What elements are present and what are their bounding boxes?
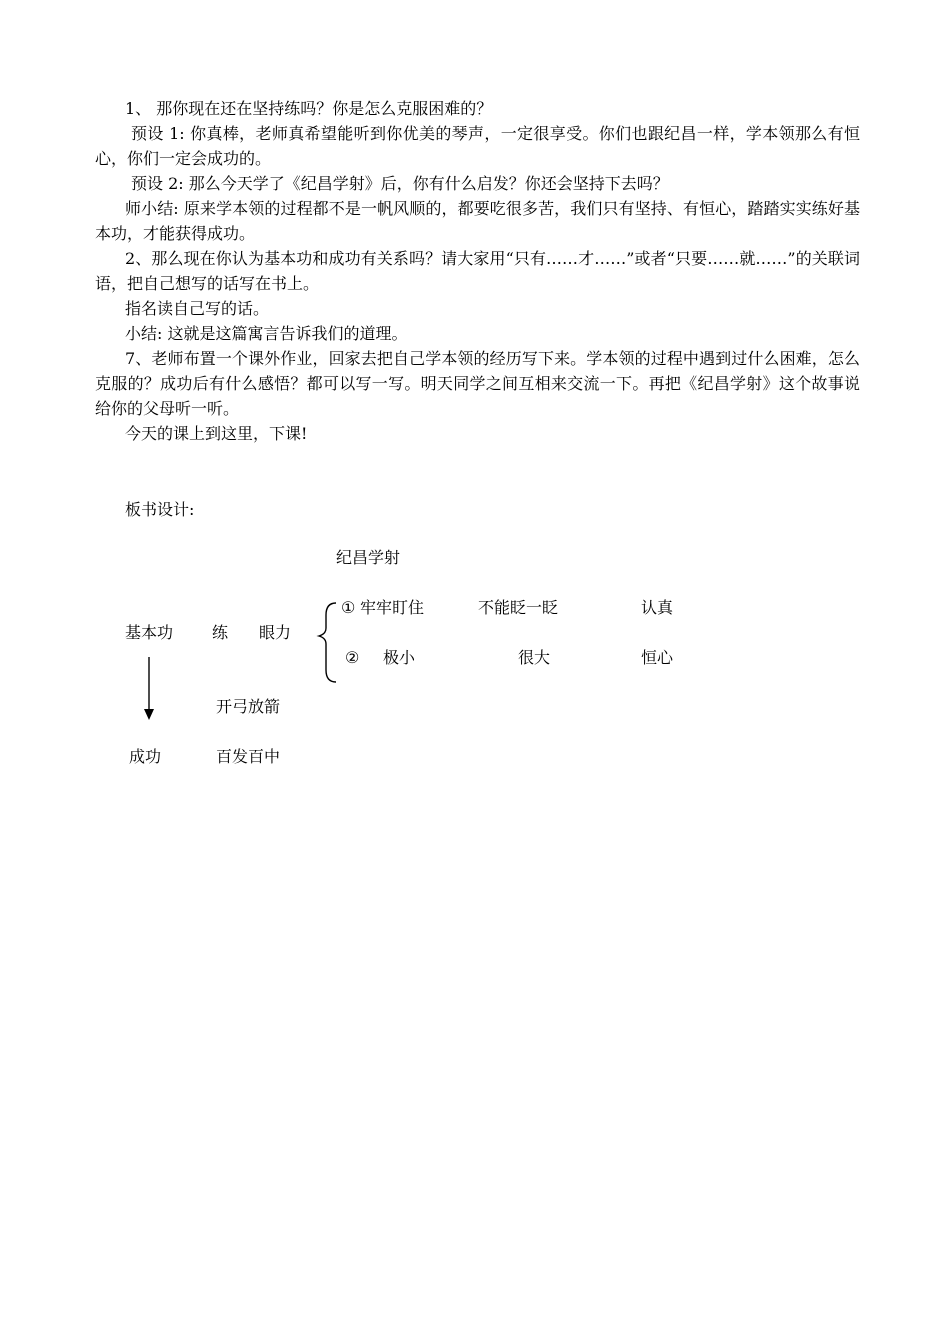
board-bullseye: 百发百中 [216,747,281,766]
paragraph: 7、老师布置一个课外作业，回家去把自己学本领的经历写下来。学本领的过程中遇到过什么困难，怎么克服的？成功后有什么感悟？都可以写一写。明天同学之间互相来交流一下。再把《纪昌学射》这个故事说给你的父母听一听。 [95,349,860,418]
paragraph: 指名读自己写的话。 [125,299,270,318]
paragraph: 师小结: 原来学本领的过程都不是一帆风顺的，都要吃很多苦，我们只有坚持、有恒心，踏踏实实练好基本功，才能获得成功。 [95,199,860,243]
paragraph: 2、那么现在你认为基本功和成功有关系吗？请大家用“只有……才……”或者“只要……就……”的关联词语，把自己想写的话写在书上。 [95,249,860,293]
curly-brace [319,603,336,682]
paragraph: 小结: 这就是这篇寓言告诉我们的道理。 [125,324,408,343]
board-bow: 开弓放箭 [216,697,281,716]
board-design-heading: 板书设计: [125,500,195,519]
board-success: 成功 [129,747,162,766]
board-row1-a: 牢牢盯住 [360,598,425,617]
board-basic-skill: 基本功 [125,623,174,642]
board-practice: 练 [212,623,229,642]
board-row2-c: 恒心 [641,648,674,667]
paragraph: 预设 1: 你真棒，老师真希望能听到你优美的琴声，一定很享受。你们也跟纪昌一样，学本领那么有恒心，你们一定会成功的。 [95,124,860,168]
paragraph: 今天的课上到这里，下课! [125,424,308,443]
board-row2-number: ② [345,648,360,667]
down-arrow-head [144,709,154,720]
paragraph: 预设 2: 那么今天学了《纪昌学射》后，你有什么启发？你还会坚持下去吗？ [131,174,669,193]
board-row1-b: 不能眨一眨 [478,598,559,617]
board-eyesight: 眼力 [259,623,292,642]
board-row2-a: 极小 [383,648,416,667]
board-title: 纪昌学射 [336,548,401,567]
board-row1-c: 认真 [641,598,674,617]
board-row2-b: 很大 [518,648,551,667]
paragraph: 1、 那你现在还在坚持练吗？你是怎么克服困难的？ [125,99,493,118]
board-row1-number: ① [341,598,356,617]
